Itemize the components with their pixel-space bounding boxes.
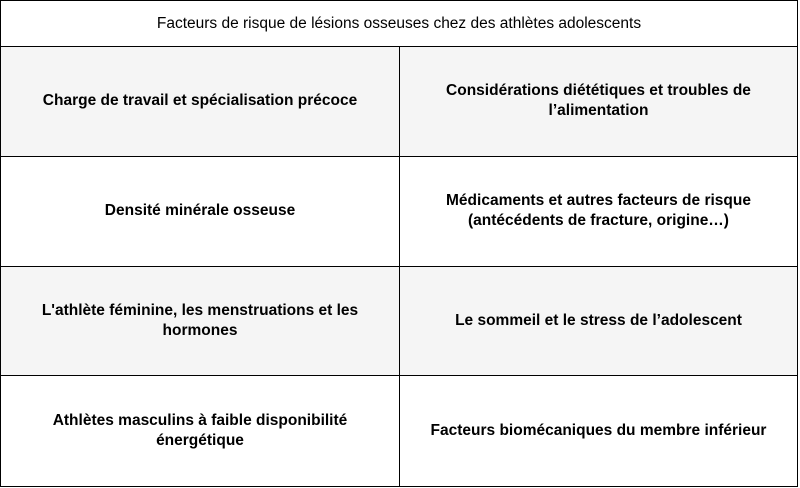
table-cell: Considérations diététiques et troubles de l’alimentation [400, 47, 797, 157]
table-cell: Charge de travail et spécialisation précoce [1, 47, 400, 157]
table-title: Facteurs de risque de lésions osseuses chez des athlètes adolescents [1, 1, 797, 47]
table-cell: Facteurs biomécaniques du membre inférieur [400, 376, 797, 486]
table-cell: Densité minérale osseuse [1, 157, 400, 267]
table-cell: Athlètes masculins à faible disponibilité énergétique [1, 376, 400, 486]
table-cell: Médicaments et autres facteurs de risque (antécédents de fracture, origine…) [400, 157, 797, 267]
table-cell: L'athlète féminine, les menstruations et les hormones [1, 267, 400, 377]
table-cell: Le sommeil et le stress de l’adolescent [400, 267, 797, 377]
